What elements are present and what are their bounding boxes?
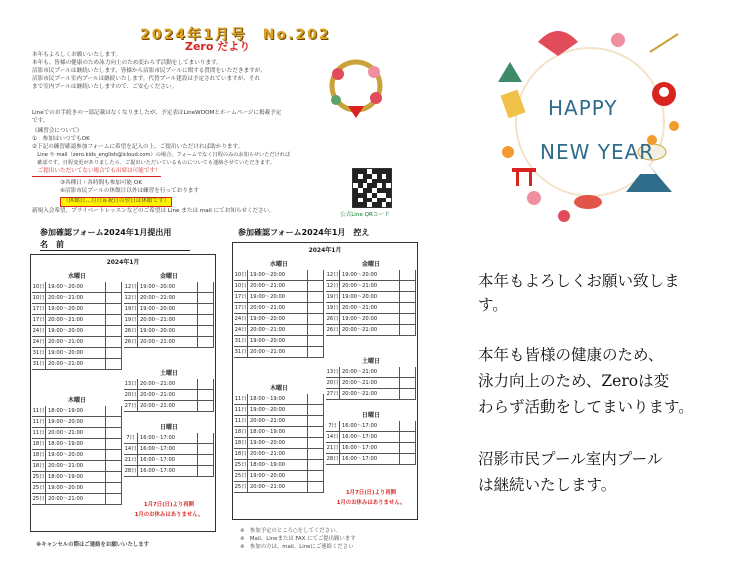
form-right-fri-header: 金曜日 [361, 261, 380, 268]
right-thu-date: 25日 [234, 460, 248, 471]
left-thu-attend-box[interactable] [106, 439, 122, 450]
left-fri-time: 19:00〜20:00 [138, 304, 198, 315]
left-sun-time: 16:00〜17:00 [138, 466, 198, 477]
left-thu-attend-box[interactable] [106, 461, 122, 472]
right-thu-date: 18日 [234, 449, 248, 460]
right-sat-date: 13日 [326, 367, 340, 378]
left-thu-date: 25日 [32, 472, 46, 483]
left-thu-attend-box[interactable] [106, 494, 122, 505]
left-fri-attend-box[interactable] [198, 293, 214, 304]
left-sat-time: 20:00〜21:00 [138, 401, 198, 412]
right-fri-row [326, 303, 416, 314]
intro-line-4: 沼影市民プール室内プールは継続いたします。代替プール建設は予定されていますが、それ [32, 76, 261, 82]
form-right-title: 参加確認フォーム2024年1月 控え [238, 228, 370, 237]
form-right-note-2: 1月のお休みはありません。 [336, 500, 406, 506]
right-thu-time: 19:00〜20:00 [248, 405, 308, 416]
right-thu-row [234, 394, 324, 405]
right-sat-attend-box[interactable] [400, 367, 416, 378]
right-wed-attend-box[interactable] [308, 303, 324, 314]
left-fri-date: 19日 [124, 315, 138, 326]
left-thu-time: 20:00〜21:00 [46, 428, 106, 439]
right-sun-attend-box[interactable] [400, 443, 416, 454]
right-sat-row [326, 389, 416, 400]
right-thu-row [234, 460, 324, 471]
left-sun-attend-box[interactable] [198, 466, 214, 477]
right-wed-attend-box[interactable] [308, 336, 324, 347]
right-thu-date: 25日 [234, 471, 248, 482]
left-sat-row [124, 401, 214, 412]
left-wed-date: 10日 [32, 282, 46, 293]
right-wed-attend-box[interactable] [308, 270, 324, 281]
qr-label: 公式Line QRコード [340, 212, 390, 218]
left-thu-time: 18:00〜19:00 [46, 472, 106, 483]
right-fri-date: 26日 [326, 314, 340, 325]
left-wed-row [32, 304, 122, 315]
rule-4: ④沼影市民プールの休館日以外は練習を行っております [60, 188, 199, 194]
left-thu-date: 18日 [32, 450, 46, 461]
right-fri-date: 19日 [326, 292, 340, 303]
message-line-3: 本年も皆様の健康のため、 [478, 346, 664, 364]
left-fri-date: 26日 [124, 337, 138, 348]
right-fri-time: 19:00〜20:00 [340, 270, 400, 281]
new-year-text: NEW YEAR [540, 140, 655, 164]
left-wed-date: 24日 [32, 337, 46, 348]
right-fri-time: 20:00〜21:00 [340, 281, 400, 292]
line-info-3: 《練習会について》 [32, 128, 83, 134]
right-sat-time: 20:00〜21:00 [340, 389, 400, 400]
left-wed-attend-box[interactable] [106, 315, 122, 326]
right-thu-row [234, 416, 324, 427]
right-thu-attend-box[interactable] [308, 427, 324, 438]
left-wed-time: 19:00〜20:00 [46, 304, 106, 315]
left-wed-attend-box[interactable] [106, 337, 122, 348]
right-wed-date: 31日 [234, 347, 248, 358]
right-fri-row [326, 325, 416, 336]
left-thu-attend-box[interactable] [106, 472, 122, 483]
left-sun-row [124, 455, 214, 466]
cancel-note: ※キャンセルの際はご連絡をお願いいたします [36, 542, 150, 548]
right-wed-time: 20:00〜21:00 [248, 303, 308, 314]
left-wed-date: 24日 [32, 326, 46, 337]
left-thu-row [32, 450, 122, 461]
right-thu-date: 11日 [234, 405, 248, 416]
right-wed-row [234, 270, 324, 281]
right-sun-row [326, 454, 416, 465]
left-fri-row [124, 337, 214, 348]
right-thu-date: 18日 [234, 427, 248, 438]
left-wed-row [32, 337, 122, 348]
left-sat-time: 20:00〜21:00 [138, 379, 198, 390]
right-thu-time: 18:00〜19:00 [248, 394, 308, 405]
right-sun-time: 16:00〜17:00 [340, 443, 400, 454]
right-fri-attend-box[interactable] [400, 281, 416, 292]
right-thu-attend-box[interactable] [308, 416, 324, 427]
left-sat-date: 20日 [124, 390, 138, 401]
left-sat-row [124, 379, 214, 390]
new-year-wreath-illustration [478, 22, 698, 242]
line-info-4: ① 参加はいつでもOK [32, 136, 90, 142]
left-wed-time: 20:00〜21:00 [46, 315, 106, 326]
left-sat-time: 20:00〜21:00 [138, 390, 198, 401]
right-sun-row [326, 432, 416, 443]
right-sun-time: 16:00〜17:00 [340, 432, 400, 443]
right-fri-time: 20:00〜21:00 [340, 303, 400, 314]
line-info-2: です。 [32, 118, 49, 124]
left-thu-attend-box[interactable] [106, 417, 122, 428]
left-wed-attend-box[interactable] [106, 326, 122, 337]
left-fri-time: 20:00〜21:00 [138, 337, 198, 348]
left-thu-time: 20:00〜21:00 [46, 461, 106, 472]
right-thu-time: 20:00〜21:00 [248, 416, 308, 427]
right-sun-row [326, 421, 416, 432]
right-thu-attend-box[interactable] [308, 394, 324, 405]
right-thu-time: 20:00〜21:00 [248, 482, 308, 493]
left-wed-row [32, 315, 122, 326]
form-left-sat-header: 土曜日 [159, 370, 178, 377]
form-right-sun-header: 日曜日 [361, 412, 380, 419]
left-thu-attend-box[interactable] [106, 483, 122, 494]
form-right-month: 2024年1月 [308, 247, 342, 254]
right-thu-time: 20:00〜21:00 [248, 449, 308, 460]
right-sun-row [326, 443, 416, 454]
right-fri-attend-box[interactable] [400, 270, 416, 281]
right-sat-date: 20日 [326, 378, 340, 389]
right-sun-time: 16:00〜17:00 [340, 421, 400, 432]
left-sun-attend-box[interactable] [198, 455, 214, 466]
right-wed-row [234, 336, 324, 347]
right-wed-row [234, 314, 324, 325]
form-left-month: 2024年1月 [106, 259, 140, 266]
wreath-decoration [318, 50, 394, 120]
left-wed-attend-box[interactable] [106, 282, 122, 293]
message-line-4: 泳力向上のため、Zeroは変 [478, 372, 670, 390]
form-left-fri-header: 金曜日 [159, 273, 178, 280]
right-wed-attend-box[interactable] [308, 347, 324, 358]
form-left-thu-header: 木曜日 [67, 397, 86, 404]
left-wed-time: 20:00〜21:00 [46, 293, 106, 304]
closing-days-highlight: （休館日…月日＆祝日の翌日は休館です） [60, 197, 172, 207]
left-thu-row [32, 439, 122, 450]
right-wed-time: 19:00〜20:00 [248, 292, 308, 303]
form-left-table [30, 254, 216, 532]
right-wed-date: 10日 [234, 281, 248, 292]
form-left-name-label[interactable]: 名 前 [40, 239, 190, 251]
left-wed-time: 19:00〜20:00 [46, 348, 106, 359]
right-thu-attend-box[interactable] [308, 460, 324, 471]
message-line-1: 本年もよろしくお願い致しま [478, 272, 680, 290]
left-sun-time: 16:00〜17:00 [138, 444, 198, 455]
right-sat-date: 27日 [326, 389, 340, 400]
left-thu-date: 11日 [32, 417, 46, 428]
right-sat-row [326, 367, 416, 378]
left-thu-attend-box[interactable] [106, 428, 122, 439]
right-fri-date: 26日 [326, 325, 340, 336]
newsletter-title: 2024年1月号 No.202 [140, 27, 331, 43]
left-thu-time: 19:00〜20:00 [46, 450, 106, 461]
form-left-sun-header: 日曜日 [159, 424, 178, 431]
left-wed-row [32, 359, 122, 370]
right-wed-date: 24日 [234, 314, 248, 325]
left-fri-date: 12日 [124, 282, 138, 293]
left-sun-row [124, 444, 214, 455]
left-fri-attend-box[interactable] [198, 304, 214, 315]
right-sun-time: 16:00〜17:00 [340, 454, 400, 465]
left-fri-time: 20:00〜21:00 [138, 315, 198, 326]
form-right-table [232, 242, 418, 520]
right-thu-attend-box[interactable] [308, 449, 324, 460]
right-thu-attend-box[interactable] [308, 471, 324, 482]
right-wed-date: 10日 [234, 270, 248, 281]
left-wed-row [32, 326, 122, 337]
right-wed-row [234, 281, 324, 292]
right-thu-row [234, 482, 324, 493]
left-thu-date: 11日 [32, 428, 46, 439]
intro-line-1: 本年もよろしくお願いいたします。 [32, 52, 122, 58]
right-wed-time: 20:00〜21:00 [248, 325, 308, 336]
right-sun-date: 21日 [326, 443, 340, 454]
left-thu-time: 18:00〜19:00 [46, 406, 106, 417]
right-fri-row [326, 281, 416, 292]
left-thu-attend-box[interactable] [106, 450, 122, 461]
line-info-8: ご提出いただいてない場合でも出席は可能です！ [32, 168, 161, 177]
right-thu-row [234, 405, 324, 416]
right-sun-date: 7日 [326, 421, 340, 432]
left-sun-date: 21日 [124, 455, 138, 466]
message-line-6: 沼影市民プール室内プール [478, 450, 663, 468]
line-info-7: 確認です。日程変更がありましたら、ご提出いただいているものについても連絡させていただきます。 [32, 160, 275, 166]
right-wed-row [234, 325, 324, 336]
right-wed-time: 19:00〜20:00 [248, 270, 308, 281]
form-right-thu-header: 木曜日 [269, 385, 288, 392]
right-fri-row [326, 270, 416, 281]
left-thu-row [32, 483, 122, 494]
right-thu-date: 18日 [234, 438, 248, 449]
right-sun-attend-box[interactable] [400, 432, 416, 443]
left-fri-time: 19:00〜20:00 [138, 326, 198, 337]
closing-note: 新規入会希望、プライベートレッスンなどのご希望は Line または mail にてお知らせください。 [32, 208, 275, 214]
right-fri-time: 19:00〜20:00 [340, 292, 400, 303]
form-right-sat-header: 土曜日 [361, 358, 380, 365]
message-line-2: す。 [478, 296, 508, 314]
left-fri-row [124, 304, 214, 315]
right-fri-date: 12日 [326, 270, 340, 281]
line-info-6: Line や mail（zero.kids_english@icloud.com）の場合、フォームでなく日程のみのお知らせいただければ [32, 152, 291, 158]
right-thu-row [234, 471, 324, 482]
right-fri-date: 19日 [326, 303, 340, 314]
left-fri-time: 19:00〜20:00 [138, 282, 198, 293]
left-wed-row [32, 282, 122, 293]
right-fri-attend-box[interactable] [400, 325, 416, 336]
left-fri-date: 12日 [124, 293, 138, 304]
right-fri-time: 19:00〜20:00 [340, 314, 400, 325]
right-wed-date: 17日 [234, 303, 248, 314]
form-left-title: 参加確認フォーム2024年1月提出用 [40, 228, 172, 237]
newsletter-subtitle: Zero だより [185, 40, 251, 53]
right-thu-time: 19:00〜20:00 [248, 471, 308, 482]
left-thu-date: 25日 [32, 483, 46, 494]
left-thu-date: 11日 [32, 406, 46, 417]
left-fri-attend-box[interactable] [198, 326, 214, 337]
right-sat-time: 20:00〜21:00 [340, 367, 400, 378]
right-wed-time: 20:00〜21:00 [248, 281, 308, 292]
right-wed-date: 31日 [234, 336, 248, 347]
intro-line-2: 本年も、皆様の健康のため泳力向上のため変わらず活動をしてまいります。 [32, 60, 222, 66]
right-sat-attend-box[interactable] [400, 389, 416, 400]
left-sun-attend-box[interactable] [198, 444, 214, 455]
left-fri-date: 19日 [124, 304, 138, 315]
right-sun-attend-box[interactable] [400, 454, 416, 465]
right-thu-time: 18:00〜19:00 [248, 427, 308, 438]
left-thu-row [32, 428, 122, 439]
left-sat-attend-box[interactable] [198, 390, 214, 401]
form-right-note-1: 1月7日(日)より再開 [345, 490, 397, 496]
left-thu-time: 19:00〜20:00 [46, 483, 106, 494]
left-sun-attend-box[interactable] [198, 433, 214, 444]
left-sat-date: 27日 [124, 401, 138, 412]
left-fri-row [124, 282, 214, 293]
left-fri-date: 26日 [124, 326, 138, 337]
left-wed-time: 20:00〜21:00 [46, 337, 106, 348]
right-wed-date: 17日 [234, 292, 248, 303]
right-sun-date: 14日 [326, 432, 340, 443]
left-wed-time: 20:00〜21:00 [46, 359, 106, 370]
left-thu-time: 20:00〜21:00 [46, 494, 106, 505]
right-sat-time: 20:00〜21:00 [340, 378, 400, 389]
left-sat-attend-box[interactable] [198, 379, 214, 390]
right-thu-date: 11日 [234, 394, 248, 405]
right-thu-row [234, 427, 324, 438]
right-thu-row [234, 449, 324, 460]
right-sat-row [326, 378, 416, 389]
left-sun-date: 28日 [124, 466, 138, 477]
message-line-7: は継続いたします。 [478, 476, 617, 494]
left-wed-attend-box[interactable] [106, 293, 122, 304]
left-wed-row [32, 293, 122, 304]
right-fri-row [326, 314, 416, 325]
right-sun-date: 28日 [326, 454, 340, 465]
left-thu-row [32, 494, 122, 505]
left-wed-date: 31日 [32, 359, 46, 370]
form-right-wed-header: 水曜日 [269, 261, 288, 268]
left-thu-row [32, 472, 122, 483]
right-wed-row [234, 303, 324, 314]
left-wed-attend-box[interactable] [106, 359, 122, 370]
right-thu-attend-box[interactable] [308, 482, 324, 493]
left-thu-time: 19:00〜20:00 [46, 417, 106, 428]
right-wed-date: 24日 [234, 325, 248, 336]
left-thu-attend-box[interactable] [106, 406, 122, 417]
right-wed-row [234, 292, 324, 303]
right-wed-row [234, 347, 324, 358]
left-wed-attend-box[interactable] [106, 348, 122, 359]
left-thu-date: 25日 [32, 494, 46, 505]
right-wed-time: 20:00〜21:00 [248, 347, 308, 358]
rule-3: ③各種日・各時間も参加可能 OK [60, 180, 142, 186]
left-wed-date: 31日 [32, 348, 46, 359]
message-line-5: わらず活動をしてまいります。 [478, 398, 694, 416]
intro-line-5: まで室内プールは継続いたしますので、ご安心ください。 [32, 84, 178, 90]
right-thu-time: 18:00〜19:00 [248, 460, 308, 471]
right-sun-attend-box[interactable] [400, 421, 416, 432]
left-wed-date: 10日 [32, 293, 46, 304]
left-fri-row [124, 293, 214, 304]
right-thu-date: 25日 [234, 482, 248, 493]
left-wed-row [32, 348, 122, 359]
left-sun-row [124, 466, 214, 477]
form-left-wed-header: 水曜日 [67, 273, 86, 280]
left-thu-row [32, 417, 122, 428]
left-fri-time: 20:00〜21:00 [138, 293, 198, 304]
form-right-footer-3: ※ 参加の方は、mail、Lineにご連絡ください [240, 544, 354, 550]
intro-line-3: 沼影市民プールは継続いたします。皆様から沼影市民プールに関する質問をいただきますが、 [32, 68, 266, 74]
right-wed-attend-box[interactable] [308, 292, 324, 303]
left-sun-time: 16:00〜17:00 [138, 455, 198, 466]
left-wed-time: 19:00〜20:00 [46, 326, 106, 337]
right-wed-attend-box[interactable] [308, 281, 324, 292]
line-info-5: ②下記の練習確認参加フォームに希望を記入の上、ご提出いただければ助かります。 [32, 144, 244, 150]
right-fri-time: 20:00〜21:00 [340, 325, 400, 336]
left-thu-time: 18:00〜19:00 [46, 439, 106, 450]
qr-code [352, 168, 392, 208]
right-fri-attend-box[interactable] [400, 292, 416, 303]
left-thu-date: 18日 [32, 461, 46, 472]
form-right-footer-2: ※ Mail、Lineまたは FAX にてご提出願います [240, 536, 356, 542]
right-fri-row [326, 292, 416, 303]
right-sat-attend-box[interactable] [400, 378, 416, 389]
right-thu-attend-box[interactable] [308, 438, 324, 449]
left-wed-date: 17日 [32, 304, 46, 315]
left-sat-attend-box[interactable] [198, 401, 214, 412]
right-fri-date: 12日 [326, 281, 340, 292]
left-sun-row [124, 433, 214, 444]
left-wed-time: 19:00〜20:00 [46, 282, 106, 293]
right-thu-attend-box[interactable] [308, 405, 324, 416]
form-right-footer-1: ※ 参加予定のところ○をしてください。 [240, 528, 341, 534]
left-fri-attend-box[interactable] [198, 282, 214, 293]
form-left-note-1: 1月7日(日)より再開 [143, 502, 195, 508]
left-fri-attend-box[interactable] [198, 337, 214, 348]
line-info-1: Lineでのお手続きの一部記載はなくなりましたが、予定表はLineWOOMとホームページに掲載予定 [32, 110, 282, 116]
left-thu-row [32, 406, 122, 417]
left-sun-date: 7日 [124, 433, 138, 444]
left-sat-row [124, 390, 214, 401]
happy-text: HAPPY [548, 96, 618, 120]
right-wed-time: 19:00〜20:00 [248, 314, 308, 325]
left-wed-date: 17日 [32, 315, 46, 326]
left-wed-attend-box[interactable] [106, 304, 122, 315]
right-fri-attend-box[interactable] [400, 303, 416, 314]
left-sun-time: 16:00〜17:00 [138, 433, 198, 444]
right-fri-attend-box[interactable] [400, 314, 416, 325]
left-fri-row [124, 326, 214, 337]
form-left-note-2: 1月のお休みはありません。 [134, 512, 204, 518]
right-thu-date: 11日 [234, 416, 248, 427]
right-wed-attend-box[interactable] [308, 314, 324, 325]
left-thu-row [32, 461, 122, 472]
right-thu-time: 19:00〜20:00 [248, 438, 308, 449]
left-sun-date: 14日 [124, 444, 138, 455]
left-fri-attend-box[interactable] [198, 315, 214, 326]
left-thu-date: 18日 [32, 439, 46, 450]
right-wed-time: 19:00〜20:00 [248, 336, 308, 347]
right-thu-row [234, 438, 324, 449]
left-fri-row [124, 315, 214, 326]
right-wed-attend-box[interactable] [308, 325, 324, 336]
left-sat-date: 13日 [124, 379, 138, 390]
